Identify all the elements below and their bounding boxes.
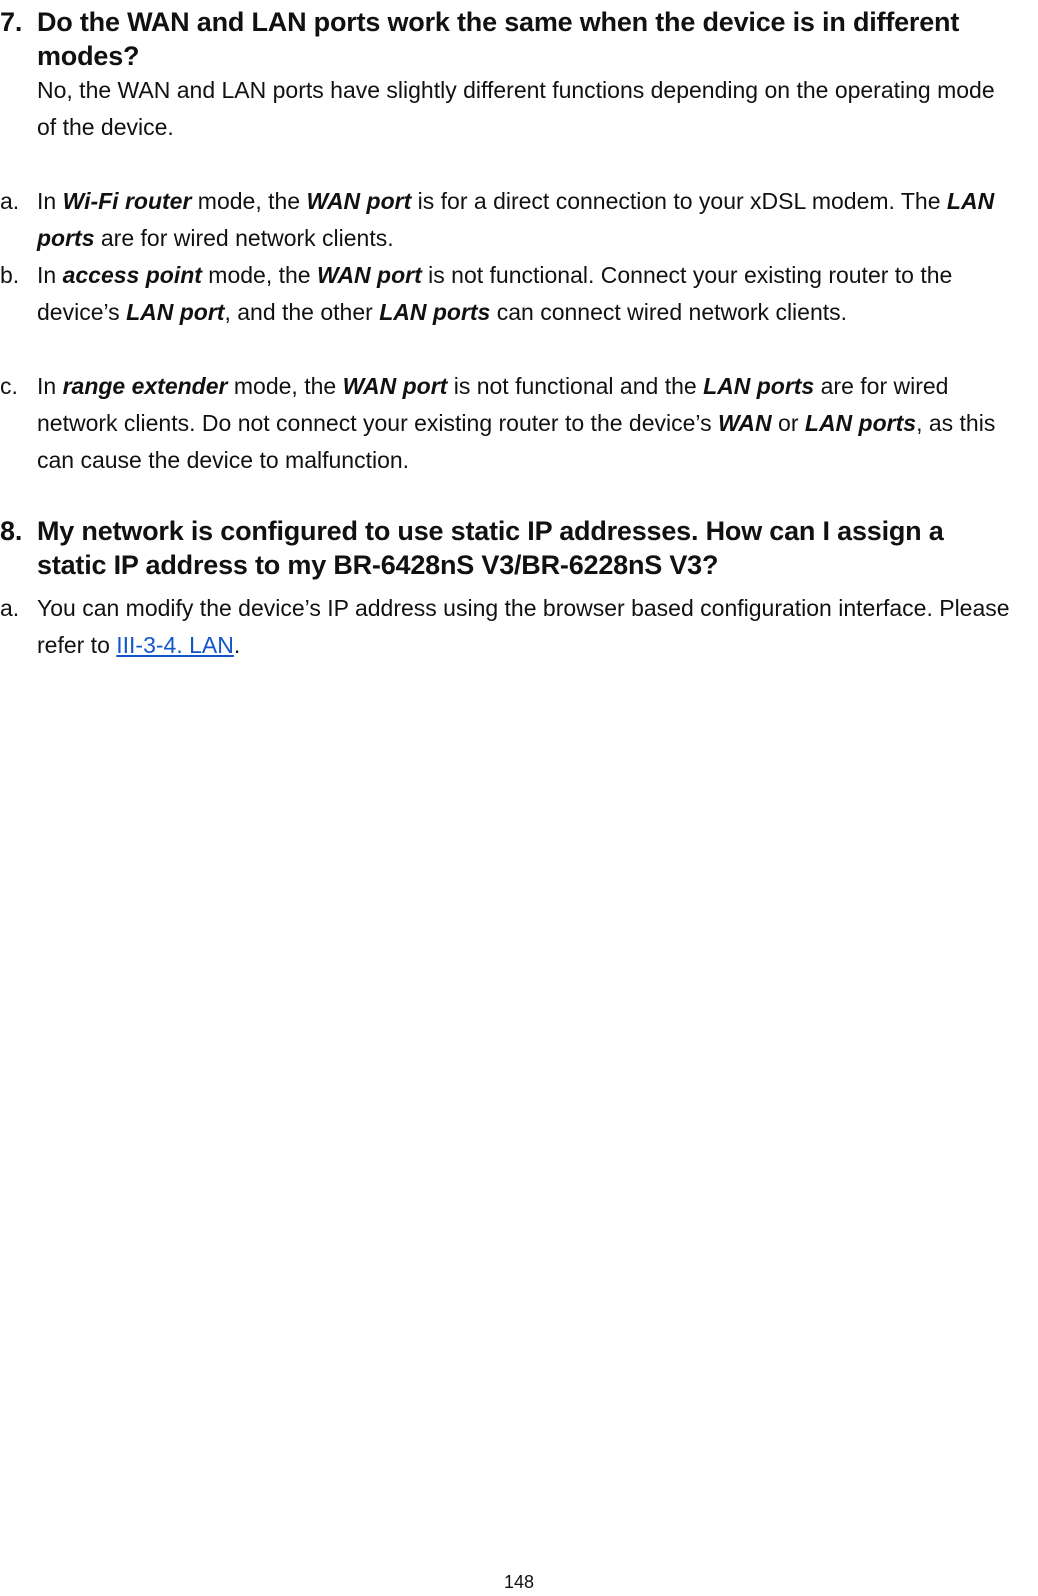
question-title: Do the WAN and LAN ports work the same when the device is in different modes? <box>37 7 960 71</box>
list-item-c <box>0 368 1025 479</box>
list-item-a <box>0 590 1025 664</box>
emphasis: WAN <box>717 410 772 436</box>
list-item-a <box>0 183 1025 257</box>
question-8-heading <box>0 514 1020 582</box>
emphasis: WAN port <box>306 188 412 214</box>
emphasis: LAN port <box>126 299 225 325</box>
list-label: b. <box>0 262 20 288</box>
question-number: 7. <box>0 7 23 37</box>
emphasis: range extender <box>62 373 228 399</box>
list-item-text: You can modify the device’s IP address using the browser based configuration interface. Please refer to III-3-4. LAN. <box>37 595 1010 658</box>
question-title: My network is configured to use static IP addresses. How can I assign a static IP address to my BR-6428nS V3/BR-6228nS V3? <box>37 516 944 580</box>
list-item-b <box>0 257 1025 331</box>
emphasis: Wi-Fi router <box>62 188 192 214</box>
emphasis: access point <box>62 262 202 288</box>
list-label: c. <box>0 373 18 399</box>
emphasis: WAN port <box>317 262 422 288</box>
lan-section-link[interactable]: III-3-4. LAN <box>116 632 234 658</box>
emphasis: LAN ports <box>379 299 491 325</box>
list-label: a. <box>0 188 20 214</box>
page-number: 148 <box>503 1572 535 1592</box>
emphasis: WAN port <box>342 373 448 399</box>
list-item-text: In range extender mode, the WAN port is not functional and the LAN ports are for wired network clients. Do not connect your existing router to the device’s WAN or LAN ports, as this can cause the device to malfunction. <box>37 373 996 473</box>
question-7-heading <box>0 5 1020 73</box>
list-item-text: In Wi-Fi router mode, the WAN port is for a direct connection to your xDSL modem. The LAN ports are for wired network clients. <box>37 188 995 251</box>
list-item-text: In access point mode, the WAN port is not functional. Connect your existing router to the device’s LAN port, and the other LAN ports can connect wired network clients. <box>37 262 953 325</box>
emphasis: LAN ports <box>804 410 917 436</box>
emphasis: LAN ports <box>37 188 995 251</box>
question-7-answer: No, the WAN and LAN ports have slightly different functions depending on the operating mode of the device. <box>37 77 995 140</box>
emphasis: LAN ports <box>703 373 815 399</box>
question-number: 8. <box>0 516 23 546</box>
list-label: a. <box>0 595 20 621</box>
